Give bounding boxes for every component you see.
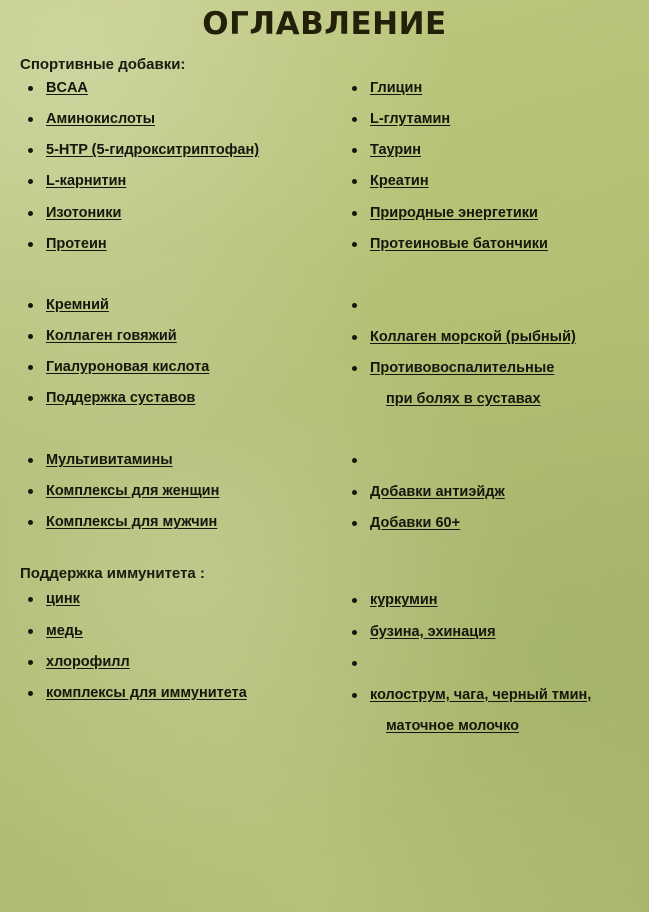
section-heading-sports: Спортивные добавки: <box>20 56 186 73</box>
list-item[interactable] <box>20 235 330 253</box>
list-item-label: колострум, чага, черный тмин, <box>370 686 592 703</box>
joints-left-list <box>20 296 330 408</box>
sports-right-list <box>344 79 649 253</box>
list-item[interactable] <box>344 172 649 190</box>
list-item-label: Коллаген морской (рыбный) <box>370 328 576 345</box>
complexes-right-list <box>344 451 649 532</box>
list-item-label: L-глутамин <box>370 111 451 128</box>
list-item-label: 5-HTP (5-гидрокситриптофан) <box>46 142 260 159</box>
list-spacer <box>344 654 649 686</box>
list-item-label: бузина, эхинация <box>370 623 496 640</box>
immunity-right-column <box>330 565 649 748</box>
list-item[interactable] <box>20 684 330 702</box>
list-item-label: Кремний <box>46 296 109 313</box>
list-item-label: Поддержка суставов <box>46 390 196 407</box>
list-item-label: Креатин <box>370 173 429 190</box>
section-complexes <box>0 451 649 545</box>
list-item[interactable] <box>344 686 649 704</box>
list-item[interactable] <box>20 389 330 407</box>
list-item[interactable] <box>20 622 330 640</box>
list-item-continuation[interactable] <box>344 390 649 408</box>
list-item-label: Добавки 60+ <box>370 515 461 532</box>
list-item[interactable] <box>344 623 649 641</box>
list-item[interactable] <box>20 451 330 469</box>
sports-left-column <box>0 79 330 266</box>
list-item-label: Комплексы для женщин <box>46 483 220 500</box>
list-item-label: при болях в суставах <box>386 391 541 407</box>
list-item-label: L-карнитин <box>46 173 127 190</box>
list-item-label: маточное молочко <box>386 717 520 734</box>
list-item-label: Таурин <box>370 142 421 159</box>
list-item-label: Гиалуроновая кислота <box>46 359 210 375</box>
section-divider <box>0 266 649 296</box>
list-item[interactable] <box>344 591 649 609</box>
list-item-label: цинк <box>46 591 80 608</box>
list-item-label: Коллаген говяжий <box>46 327 177 344</box>
list-item[interactable] <box>20 172 330 190</box>
list-item[interactable] <box>344 328 649 346</box>
list-item[interactable] <box>344 79 649 97</box>
list-spacer <box>344 296 649 328</box>
list-item[interactable] <box>20 141 330 159</box>
page-title: ОГЛАВЛЕНИЕ <box>202 6 447 42</box>
list-item[interactable] <box>20 358 330 376</box>
list-item-label: Природные энергетики <box>370 204 538 221</box>
list-item[interactable] <box>20 513 330 531</box>
list-item[interactable] <box>20 296 330 314</box>
list-item-label: BCAA <box>46 80 88 96</box>
list-item[interactable] <box>20 590 330 608</box>
section-immunity <box>0 565 649 748</box>
sports-left-list <box>20 79 330 253</box>
list-item-label: Изотоники <box>46 204 122 221</box>
section-joints <box>0 296 649 421</box>
list-item[interactable] <box>344 110 649 128</box>
list-item-label: комплексы для иммунитета <box>46 684 247 701</box>
immunity-left-column <box>0 565 330 715</box>
section-divider <box>0 545 649 565</box>
list-spacer <box>344 451 649 483</box>
list-item-label: Протеиновые батончики <box>370 235 548 252</box>
joints-left-column <box>0 296 330 421</box>
list-item[interactable] <box>20 110 330 128</box>
list-item[interactable] <box>20 79 330 97</box>
list-item-label: Глицин <box>370 80 423 96</box>
list-item-label: Аминокислоты <box>46 111 155 128</box>
list-item-label: Комплексы для мужчин <box>46 514 218 531</box>
list-item-label: Добавки антиэйдж <box>370 484 505 501</box>
list-item-label: хлорофилл <box>46 653 130 670</box>
list-item[interactable] <box>344 359 649 377</box>
list-item-label: Мультивитамины <box>46 452 173 469</box>
section-divider <box>0 421 649 451</box>
list-item[interactable] <box>20 327 330 345</box>
section-sports <box>0 79 649 266</box>
list-item[interactable] <box>20 653 330 671</box>
list-item-label: куркумин <box>370 592 438 609</box>
list-item[interactable] <box>344 204 649 222</box>
list-item-continuation[interactable] <box>344 717 649 735</box>
immunity-right-list <box>344 591 649 735</box>
complexes-left-list <box>20 451 330 531</box>
list-item[interactable] <box>344 235 649 253</box>
list-item-label: Протеин <box>46 235 107 252</box>
joints-right-column <box>330 296 649 421</box>
list-item-label: Противовоспалительные <box>370 359 555 376</box>
complexes-right-column <box>330 451 649 545</box>
list-item[interactable] <box>20 482 330 500</box>
sports-right-column <box>330 79 649 266</box>
list-item[interactable] <box>344 141 649 159</box>
section-heading-immunity: Поддержка иммунитета : <box>20 565 205 583</box>
list-item[interactable] <box>344 483 649 501</box>
list-item[interactable] <box>20 204 330 222</box>
complexes-left-column <box>0 451 330 544</box>
list-item[interactable] <box>344 514 649 532</box>
list-item-label: медь <box>46 622 83 639</box>
joints-right-list <box>344 296 649 408</box>
immunity-left-list <box>20 590 330 702</box>
